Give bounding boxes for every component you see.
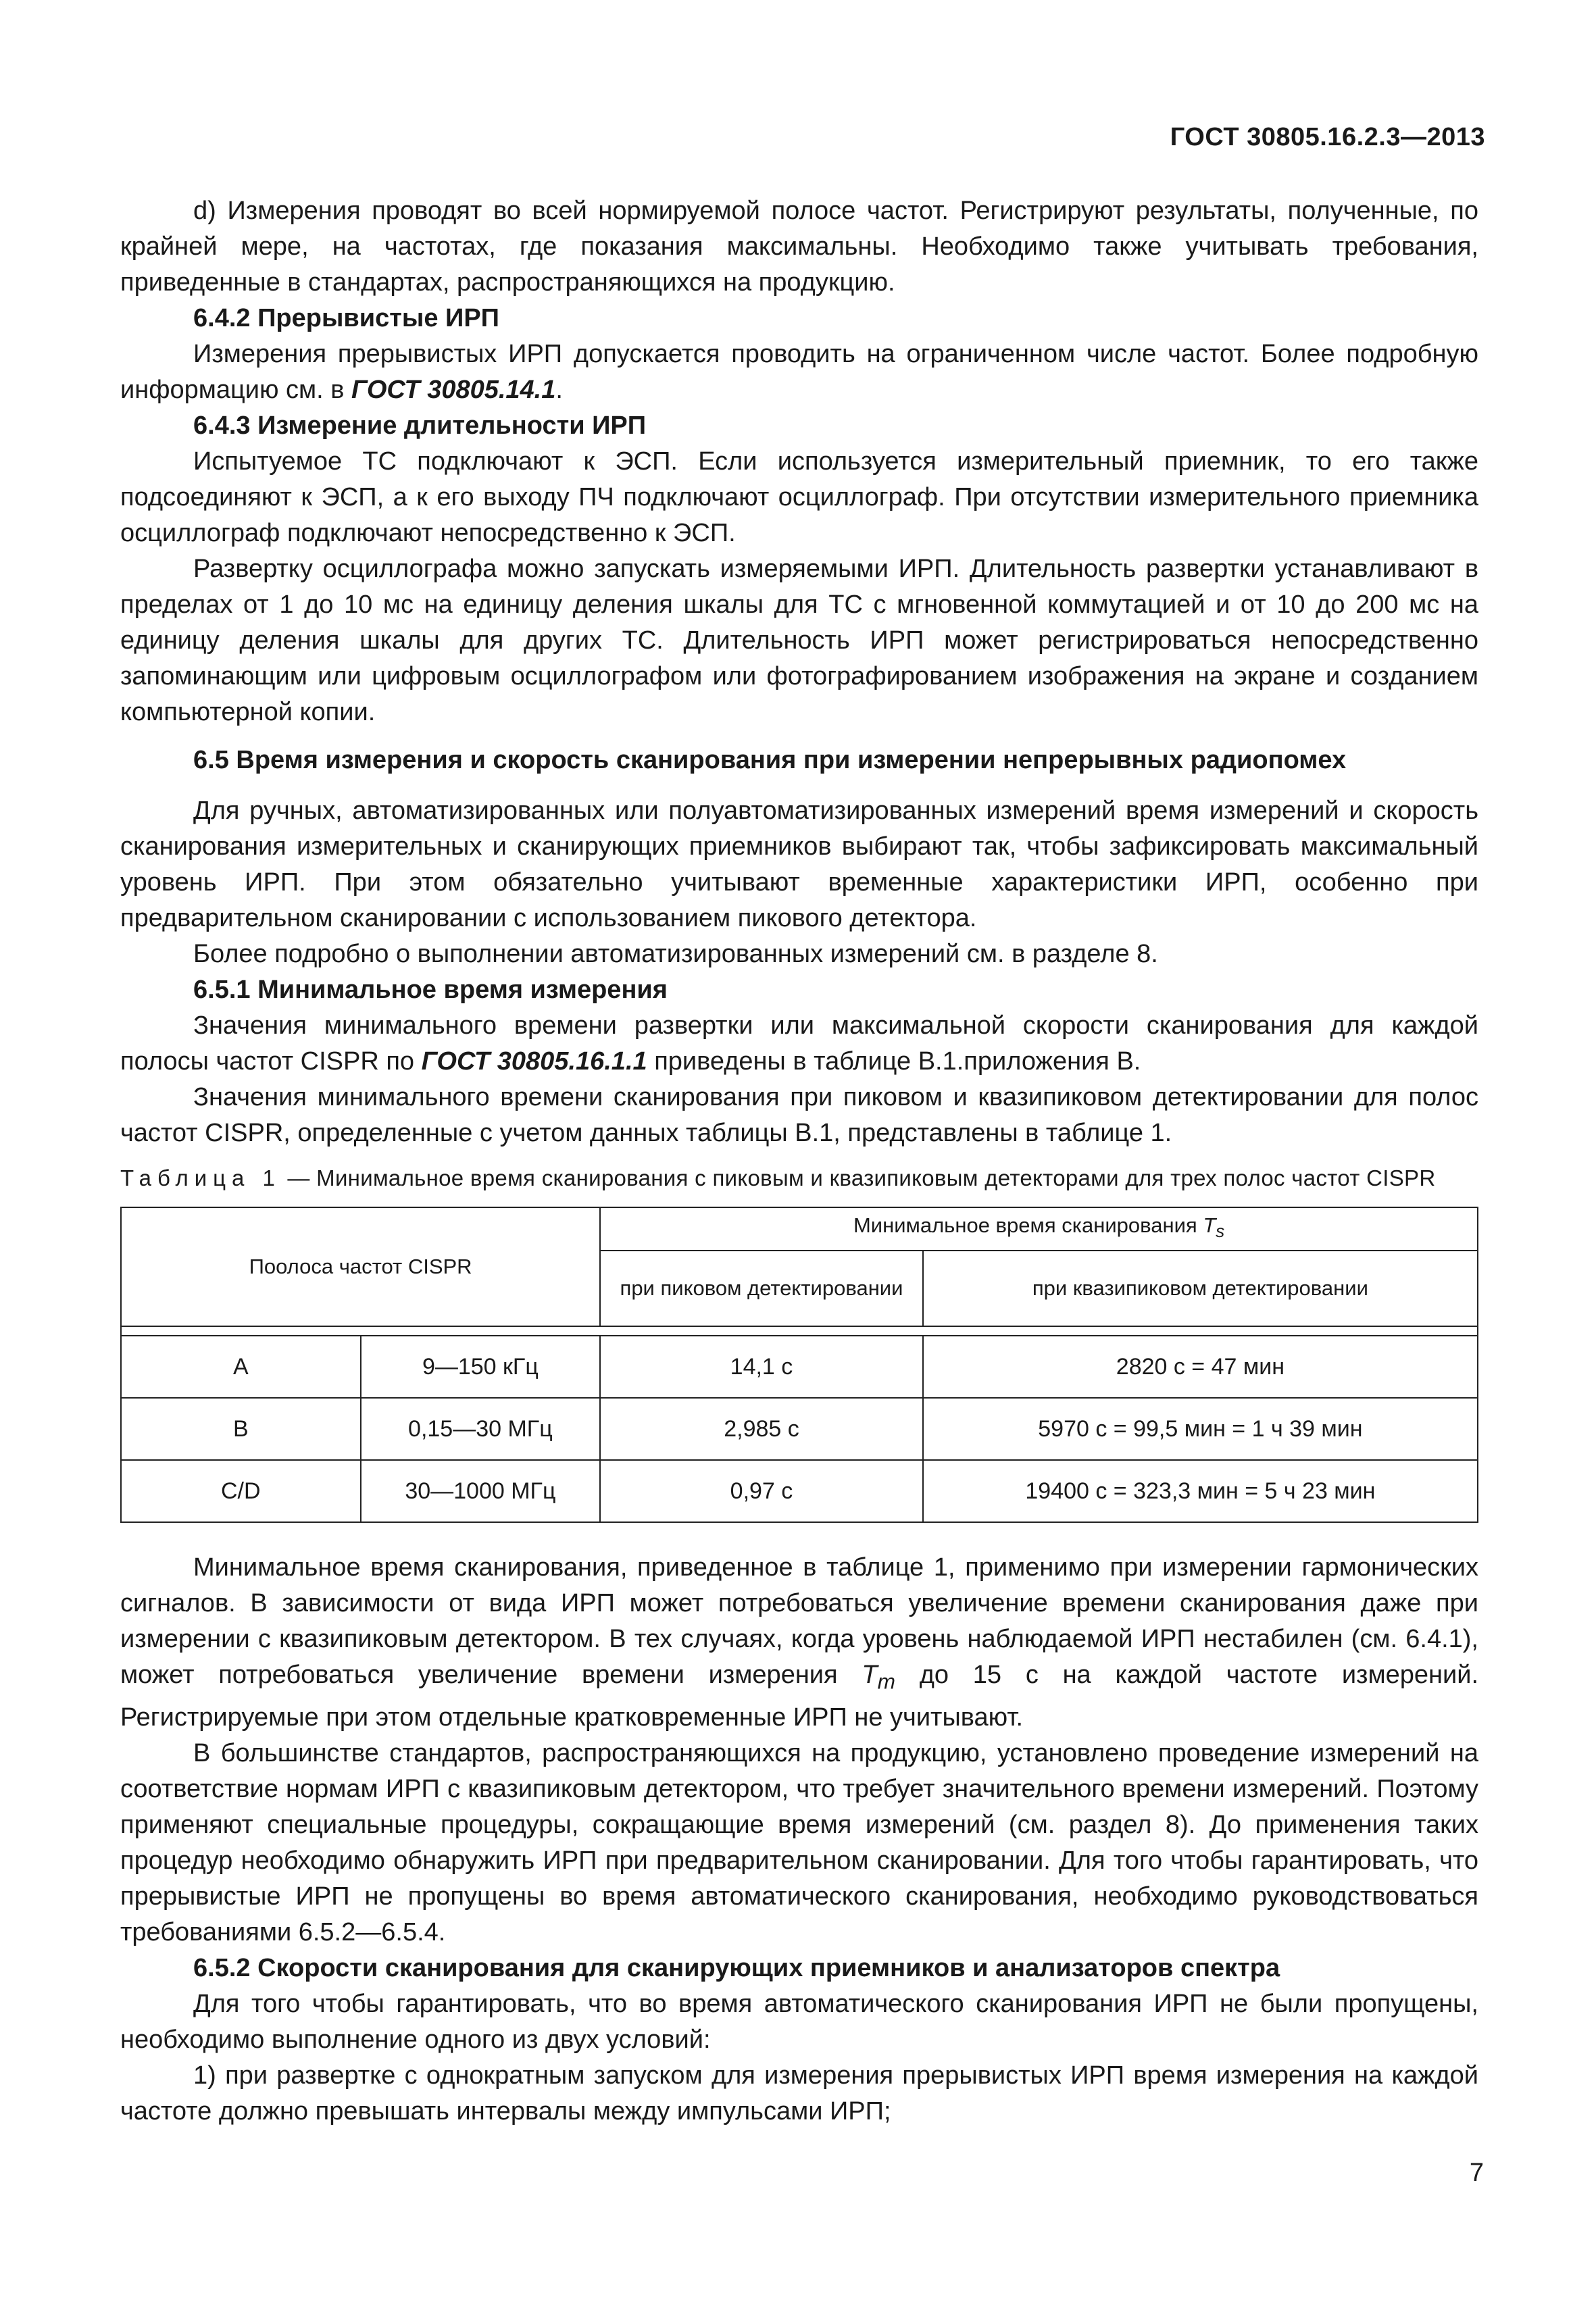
main-content	[120, 193, 1478, 2130]
paragraph-connection: Испытуемое ТС подключают к ЭСП. Если используется измерительный приемник, то его также подсоединяют к ЭСП, а к его выходу ПЧ подключают осциллограф. При отсутствии измерительного приемника осциллограф подключают непосредственно к ЭСП.	[120, 447, 1478, 547]
scan-time-table	[120, 1207, 1478, 1523]
header-separator	[121, 1326, 1478, 1336]
cell-qpeak: 5970 с = 99,5 мин = 1 ч 39 мин	[923, 1398, 1478, 1460]
paragraph-scan-speed: Для ручных, автоматизированных или полуавтоматизированных измерений время измерений и скорость сканирования измерительных и сканирующих приемников выбирают так, чтобы зафиксировать максимальный уровень ИРП. При этом обязательно учитывают временные характеристики ИРП, особенно при предварительном сканировании с использованием пикового детектора.	[120, 797, 1478, 932]
header-qpeak: при квазипиковом детектировании	[923, 1251, 1478, 1326]
cell-qpeak: 2820 с = 47 мин	[923, 1336, 1478, 1398]
paragraph-d: d) Измерения проводят во всей нормируемой полосе частот. Регистрируют результаты, полученные, по крайней мере, на частотах, где показания максимальны. Необходимо также учитывать требования, приведенные в стандартах, распространяющихся на продукцию.	[120, 197, 1478, 297]
table-label: Таблица 1	[120, 1165, 281, 1190]
paragraph-conditions: Для того чтобы гарантировать, что во время автоматического сканирования ИРП не были пропущены, необходимо выполнение одного из двух условий:	[120, 1989, 1478, 2054]
text-span: Значения минимального времени развертки или максимальной скорости сканирования для каждой полосы частот CISPR по	[120, 1011, 1478, 1076]
variable-tm: $T_m$	[862, 1661, 895, 1694]
text-span: .	[555, 376, 563, 404]
header-band: Поолоса частот CISPR	[121, 1207, 600, 1326]
text-span: до 15 с на каждой частоте измерений. Регистрируемые при этом отдельные кратковременные ИРП не учитывают.	[120, 1661, 1478, 1732]
text-span: Минимальное время сканирования, приведенное в таблице 1, применимо при измерении гармонических сигналов. В зависимости от вида ИРП может потребоваться увеличение времени сканирования даже при измерении с квазипиковым детектором. В тех случаях, когда уровень наблюдаемой ИРП нестабилен (см. 6.4.1), может потребоваться увеличение времени измерения	[120, 1553, 1478, 1689]
heading-6-5-2: 6.5.2 Скорости сканирования для сканирующих приемников и анализаторов спектра	[193, 1953, 1280, 1982]
table-row	[121, 1398, 1478, 1460]
table-caption	[120, 1165, 1478, 1192]
cell-peak: 0,97 с	[600, 1460, 923, 1522]
paragraph-intermittent	[120, 336, 1478, 408]
cell-band: A	[121, 1336, 361, 1398]
paragraph-standards: В большинстве стандартов, распространяющихся на продукцию, установлено проведение измерений на соответствие нормам ИРП с квазипиковым детектором, что требует значительного времени измерений. Поэтому применяют специальные процедуры, сокращающие время измерений (см. раздел 8). До применения таких процедур необходимо обнаружить ИРП при предварительном сканировании. Для того чтобы гарантировать, что прерывистые ИРП не пропущены во время автоматического сканирования, необходимо руководствоваться требованиями 6.5.2—6.5.4.	[120, 1738, 1478, 1946]
paragraph-harmonic	[120, 1550, 1478, 1736]
paragraph-sweep: Развертку осциллографа можно запускать измеряемыми ИРП. Длительность развертки устанавливают в пределах от 1 до 10 мс на единицу деления шкалы для ТС с мгновенной коммутацией и от 10 до 200 мс на единицу деления шкалы для других ТС. Длительность ИРП может регистрироваться непосредственно запоминающим или цифровым осциллографом или фотографированием изображения на экране и созданием компьютерной копии.	[120, 555, 1478, 726]
paragraph-table-ref: Значения минимального времени сканирования при пиковом и квазипиковом детектировании для полос частот CISPR, определенные с учетом данных таблицы В.1, представлены в таблице 1.	[120, 1083, 1478, 1147]
paragraph-condition-1: 1) при развертке с однократным запуском для измерения прерывистых ИРП время измерения на каждой частоте должно превышать интервалы между импульсами ИРП;	[120, 2061, 1478, 2126]
heading-6-5-1: 6.5.1 Минимальное время измерения	[193, 976, 668, 1004]
table-row	[121, 1336, 1478, 1398]
header-min-time	[600, 1207, 1478, 1251]
header-min-time-label: Минимальное время сканирования	[853, 1213, 1197, 1238]
cell-peak: 2,985 с	[600, 1398, 923, 1460]
text-span: Измерения прерывистых ИРП допускается проводить на ограниченном числе частот. Более подробную информацию см. в	[120, 340, 1478, 404]
cell-peak: 14,1 с	[600, 1336, 923, 1398]
text-span: приведены в таблице В.1.приложения В.	[647, 1047, 1141, 1076]
header-var: $T_s$	[1203, 1213, 1225, 1242]
cell-band: C/D	[121, 1460, 361, 1522]
standard-reference: ГОСТ 30805.16.1.1	[421, 1047, 647, 1076]
heading-6-4-2: 6.4.2 Прерывистые ИРП	[193, 304, 499, 332]
header-peak: при пиковом детектировании	[600, 1251, 923, 1326]
standard-reference: ГОСТ 30805.14.1	[351, 376, 556, 404]
cell-range: 30—1000 МГц	[361, 1460, 601, 1522]
cell-band: B	[121, 1398, 361, 1460]
paragraph-section-8: Более подробно о выполнении автоматизированных измерений см. в разделе 8.	[193, 940, 1158, 968]
cell-qpeak: 19400 с = 323,3 мин = 5 ч 23 мин	[923, 1460, 1478, 1522]
heading-6-5: 6.5 Время измерения и скорость сканирования при измерении непрерывных радиопомех	[193, 746, 1347, 774]
table-title: — Минимальное время сканирования с пиковым и квазипиковым детекторами для трех полос частот CISPR	[280, 1165, 1436, 1190]
page-number: 7	[1469, 2159, 1484, 2187]
document-number: ГОСТ 30805.16.2.3—2013	[1170, 123, 1485, 151]
cell-range: 9—150 кГц	[361, 1336, 601, 1398]
heading-6-4-3: 6.4.3 Измерение длительности ИРП	[193, 411, 647, 440]
table-row	[121, 1460, 1478, 1522]
paragraph-min-sweep	[120, 1008, 1478, 1080]
cell-range: 0,15—30 МГц	[361, 1398, 601, 1460]
